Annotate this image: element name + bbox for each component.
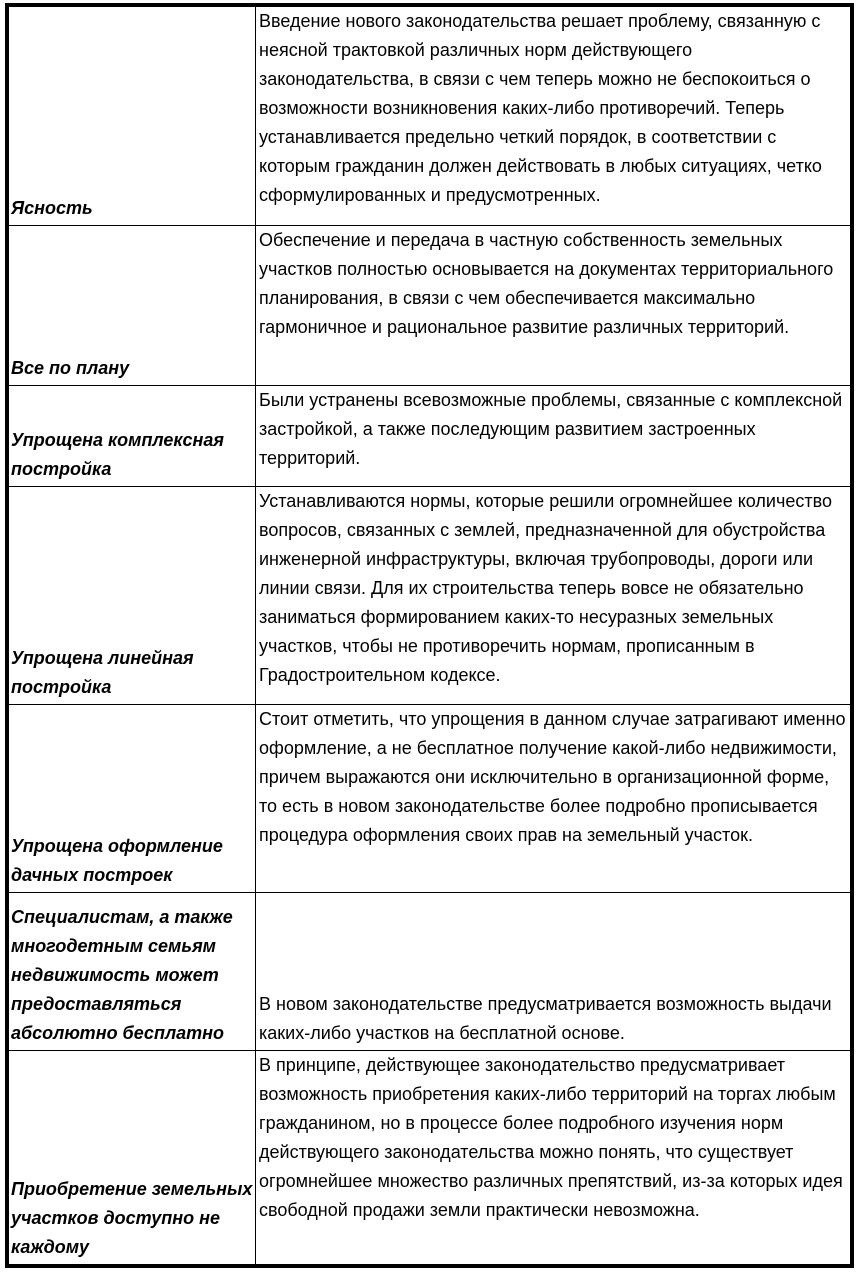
table-row [9,486,850,704]
row-description: В принципе, действующее законодательство предусматривает возможность приобретения каких-либо территорий на торгах любым гражданином, но в процессе более подробного изучения норм действующего законодательства можно понять, что существует огромнейшее множество различных препятствий, из-за которых идея свободной продажи земли практически невозможна. [256,1050,851,1264]
legislation-table-frame [5,3,854,1268]
table-row [9,385,850,486]
row-label: Упрощена комплексная постройка [9,385,256,486]
table-row [9,704,850,892]
row-label: Специалистам, а также многодетным семьям недвижимость может предоставляться абсолютно бесплатно [9,892,256,1050]
table-row [9,1050,850,1264]
row-description: Обеспечение и передача в частную собственность земельных участков полностью основывается на документах территориального планирования, в связи с чем обеспечивается максимально гармоничное и рациональное развитие различных территорий. [256,225,851,385]
row-label: Упрощена линейная постройка [9,486,256,704]
row-label: Упрощена оформление дачных построек [9,704,256,892]
row-description: В новом законодательстве предусматривается возможность выдачи каких-либо участков на бесплатной основе. [256,892,851,1050]
table-row [9,7,850,225]
row-label: Все по плану [9,225,256,385]
row-description: Введение нового законодательства решает проблему, связанную с неясной трактовкой различных норм действующего законодательства, в связи с чем теперь можно не беспокоиться о возможности возникновения каких-либо противоречий. Теперь устанавливается предельно четкий порядок, в соответствии с которым гражданин должен действовать в любых ситуациях, четко сформулированных и предусмотренных. [256,7,851,225]
row-description: Были устранены всевозможные проблемы, связанные с комплексной застройкой, а также последующим развитием застроенных территорий. [256,385,851,486]
row-label: Приобретение земельных участков доступно не каждому [9,1050,256,1264]
table-row [9,892,850,1050]
row-label: Ясность [9,7,256,225]
table-row [9,225,850,385]
legislation-changes-table [9,7,850,1264]
row-description: Устанавливаются нормы, которые решили огромнейшее количество вопросов, связанных с землей, предназначенной для обустройства инженерной инфраструктуры, включая трубопроводы, дороги или линии связи. Для их строительства теперь вовсе не обязательно заниматься формированием каких-то несуразных земельных участков, чтобы не противоречить нормам, прописанным в Градостроительном кодексе. [256,486,851,704]
row-description: Стоит отметить, что упрощения в данном случае затрагивают именно оформление, а не бесплатное получение какой-либо недвижимости, причем выражаются они исключительно в организационной форме, то есть в новом законодательстве более подробно прописывается процедура оформления своих прав на земельный участок. [256,704,851,892]
